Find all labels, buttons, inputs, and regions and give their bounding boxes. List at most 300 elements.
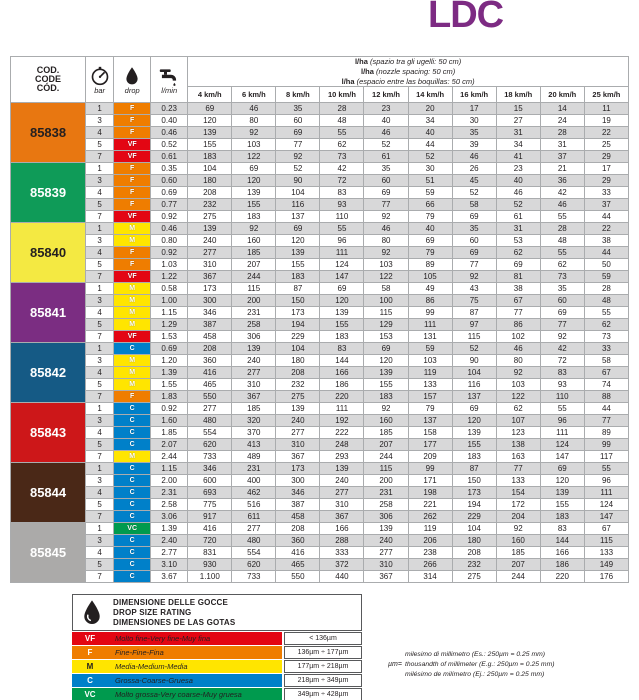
lha-value-cell: 80 — [232, 115, 276, 127]
lha-value-cell: 133 — [584, 547, 628, 559]
flow-rate-cell: 3.06 — [151, 511, 188, 523]
lha-value-cell: 99 — [408, 463, 452, 475]
lha-value-cell: 185 — [496, 547, 540, 559]
lha-value-cell: 119 — [408, 367, 452, 379]
lha-value-cell: 480 — [232, 535, 276, 547]
lha-value-cell: 550 — [276, 571, 320, 583]
table-row — [11, 115, 629, 127]
lha-value-cell: 144 — [320, 355, 364, 367]
lha-value-cell: 370 — [232, 427, 276, 439]
lha-value-cell: 45 — [452, 175, 496, 187]
pressure-value-cell: 7 — [86, 271, 114, 283]
legend-drop-description: Molto fine-Very fine-Muy fina — [108, 632, 282, 645]
lha-value-cell: 103 — [232, 139, 276, 151]
lha-value-cell: 34 — [408, 115, 452, 127]
lha-value-cell: 232 — [188, 199, 232, 211]
pressure-value-cell: 7 — [86, 571, 114, 583]
lha-value-cell: 293 — [320, 451, 364, 463]
lha-value-cell: 158 — [408, 427, 452, 439]
lha-value-cell: 117 — [584, 451, 628, 463]
lha-value-cell: 229 — [452, 511, 496, 523]
lha-value-cell: 930 — [188, 559, 232, 571]
lha-value-cell: 231 — [364, 487, 408, 499]
lha-value-cell: 38 — [584, 235, 628, 247]
drop-size-cell: M — [114, 295, 151, 307]
drop-size-cell: C — [114, 487, 151, 499]
lha-value-cell: 69 — [452, 403, 496, 415]
lha-value-cell: 111 — [408, 319, 452, 331]
lha-value-cell: 46 — [452, 151, 496, 163]
lha-value-cell: 137 — [452, 391, 496, 403]
lha-value-cell: 79 — [408, 211, 452, 223]
lha-value-cell: 50 — [584, 259, 628, 271]
pressure-value-cell: 3 — [86, 175, 114, 187]
flow-rate-cell: 1.15 — [151, 463, 188, 475]
drop-size-cell: VF — [114, 139, 151, 151]
legend-row — [72, 632, 362, 645]
code-header-line: COD. — [36, 65, 60, 76]
legend-drop-description: Molto grossa-Very coarse-Muy gruesa — [108, 688, 282, 700]
table-row — [11, 487, 629, 499]
drop-column-header — [114, 57, 151, 103]
lha-value-cell: 92 — [232, 127, 276, 139]
lha-value-cell: 831 — [188, 547, 232, 559]
lha-value-cell: 277 — [188, 247, 232, 259]
lha-value-cell: 155 — [364, 379, 408, 391]
lha-value-cell: 35 — [452, 127, 496, 139]
flow-rate-cell: 0.80 — [151, 235, 188, 247]
speed-column-header: 16 km/h — [452, 87, 496, 103]
lha-value-cell: 367 — [276, 451, 320, 463]
lha-value-cell: 183 — [188, 151, 232, 163]
lha-value-cell: 133 — [408, 379, 452, 391]
lha-value-cell: 416 — [188, 523, 232, 535]
table-row — [11, 259, 629, 271]
flow-rate-cell: 0.69 — [151, 187, 188, 199]
lha-value-cell: 208 — [188, 343, 232, 355]
pressure-value-cell: 4 — [86, 487, 114, 499]
lha-value-cell: 367 — [232, 391, 276, 403]
table-row — [11, 271, 629, 283]
flow-rate-cell: 3.10 — [151, 559, 188, 571]
legend-row — [72, 646, 362, 659]
lha-value-cell: 194 — [276, 319, 320, 331]
pressure-value-cell: 5 — [86, 259, 114, 271]
lha-value-cell: 372 — [320, 559, 364, 571]
lha-value-cell: 277 — [364, 547, 408, 559]
lha-value-cell: 52 — [452, 187, 496, 199]
lha-value-cell: 346 — [188, 307, 232, 319]
lha-value-cell: 139 — [364, 367, 408, 379]
lha-value-cell: 120 — [188, 115, 232, 127]
lha-value-cell: 59 — [408, 343, 452, 355]
lha-value-cell: 775 — [188, 499, 232, 511]
lha-value-cell: 77 — [496, 463, 540, 475]
lha-value-cell: 28 — [540, 127, 584, 139]
flow-rate-cell: 0.92 — [151, 211, 188, 223]
product-code: 85843 — [11, 403, 86, 463]
lha-value-cell: 320 — [232, 415, 276, 427]
lha-value-cell: 166 — [320, 367, 364, 379]
lha-value-cell: 489 — [232, 451, 276, 463]
lha-value-cell: 173 — [276, 307, 320, 319]
lha-value-cell: 277 — [188, 403, 232, 415]
lha-value-cell: 77 — [364, 199, 408, 211]
lha-value-cell: 115 — [584, 535, 628, 547]
lha-value-cell: 52 — [408, 151, 452, 163]
lha-value-cell: 96 — [584, 475, 628, 487]
drop-size-cell: C — [114, 427, 151, 439]
lha-value-cell: 59 — [584, 271, 628, 283]
micron-note-lines — [405, 650, 555, 680]
lha-value-cell: 92 — [276, 151, 320, 163]
pressure-column-header — [86, 57, 114, 103]
lha-value-cell: 19 — [584, 115, 628, 127]
lha-value-cell: 52 — [276, 163, 320, 175]
lha-value-cell: 69 — [232, 163, 276, 175]
lha-value-cell: 310 — [232, 379, 276, 391]
lha-value-cell: 183 — [452, 451, 496, 463]
lha-value-cell: 150 — [276, 295, 320, 307]
lha-value-cell: 160 — [232, 235, 276, 247]
lha-value-cell: 77 — [452, 259, 496, 271]
pressure-value-cell: 4 — [86, 427, 114, 439]
flow-rate-cell: 0.35 — [151, 163, 188, 175]
lha-value-cell: 183 — [232, 211, 276, 223]
lha-value-cell: 458 — [276, 511, 320, 523]
legend-size-range: 177µm ÷ 218µm — [284, 660, 362, 673]
lha-value-cell: 917 — [188, 511, 232, 523]
table-row — [11, 211, 629, 223]
speed-column-header: 4 km/h — [188, 87, 232, 103]
flow-rate-cell: 2.40 — [151, 535, 188, 547]
flow-rate-cell: 1.39 — [151, 523, 188, 535]
lha-value-cell: 157 — [408, 391, 452, 403]
drop-size-cell: VF — [114, 331, 151, 343]
lha-value-cell: 240 — [188, 235, 232, 247]
lha-value-cell: 277 — [320, 487, 364, 499]
legend-row — [72, 688, 362, 700]
lha-value-cell: 58 — [452, 199, 496, 211]
lha-value-cell: 611 — [232, 511, 276, 523]
lha-value-cell: 111 — [320, 403, 364, 415]
lha-value-cell: 75 — [452, 295, 496, 307]
lha-value-cell: 516 — [232, 499, 276, 511]
lha-value-cell: 465 — [276, 559, 320, 571]
lha-value-cell: 104 — [452, 523, 496, 535]
lha-value-cell: 69 — [276, 223, 320, 235]
lha-value-cell: 124 — [584, 499, 628, 511]
lha-value-cell: 221 — [408, 499, 452, 511]
table-row — [11, 523, 629, 535]
legend-drop-code: F — [72, 646, 108, 659]
lha-value-cell: 400 — [232, 475, 276, 487]
lha-value-cell: 116 — [276, 199, 320, 211]
product-code: 85842 — [11, 343, 86, 403]
lha-value-cell: 35 — [540, 283, 584, 295]
flow-rate-cell: 1.85 — [151, 427, 188, 439]
lha-value-cell: 79 — [408, 247, 452, 259]
lha-value-cell: 90 — [452, 355, 496, 367]
drop-size-cell: C — [114, 535, 151, 547]
lha-value-cell: 229 — [276, 331, 320, 343]
drop-size-cell: F — [114, 175, 151, 187]
lha-value-cell: 240 — [364, 535, 408, 547]
lha-value-cell: 17 — [584, 163, 628, 175]
lha-value-cell: 275 — [276, 391, 320, 403]
lha-value-cell: 103 — [364, 259, 408, 271]
drop-size-cell: F — [114, 103, 151, 115]
lha-value-cell: 154 — [496, 487, 540, 499]
drop-size-legend — [72, 594, 362, 700]
lha-value-cell: 232 — [276, 379, 320, 391]
pressure-value-cell: 4 — [86, 127, 114, 139]
lha-value-cell: 147 — [540, 451, 584, 463]
table-row — [11, 391, 629, 403]
legend-size-range: 218µm ÷ 349µm — [284, 674, 362, 687]
lha-value-cell: 69 — [408, 235, 452, 247]
lha-value-cell: 120 — [452, 415, 496, 427]
legend-size-range: < 136µm — [284, 632, 362, 645]
lha-value-cell: 240 — [320, 475, 364, 487]
lha-value-cell: 33 — [584, 187, 628, 199]
lha-value-cell: 240 — [276, 415, 320, 427]
lha-value-cell: 620 — [188, 439, 232, 451]
lha-value-cell: 207 — [364, 439, 408, 451]
lha-value-cell: 110 — [540, 391, 584, 403]
product-code: 85840 — [11, 223, 86, 283]
lha-value-cell: 180 — [452, 535, 496, 547]
flow-rate-cell: 0.58 — [151, 283, 188, 295]
drop-size-cell: C — [114, 403, 151, 415]
drop-size-cell: F — [114, 199, 151, 211]
pressure-value-cell: 1 — [86, 403, 114, 415]
flow-rate-cell: 2.77 — [151, 547, 188, 559]
lha-value-cell: 147 — [320, 271, 364, 283]
lha-value-cell: 440 — [320, 571, 364, 583]
lha-value-cell: 27 — [496, 115, 540, 127]
lha-value-cell: 266 — [408, 559, 452, 571]
lha-value-cell: 96 — [540, 415, 584, 427]
table-row — [11, 535, 629, 547]
lha-value-cell: 123 — [496, 427, 540, 439]
lha-value-cell: 43 — [452, 283, 496, 295]
lha-value-cell: 77 — [540, 319, 584, 331]
lha-value-cell: 80 — [364, 235, 408, 247]
pressure-value-cell: 4 — [86, 367, 114, 379]
table-body — [11, 103, 629, 583]
lha-value-cell: 360 — [276, 535, 320, 547]
lha-value-cell: 93 — [540, 379, 584, 391]
legend-size-range: 136µm ÷ 177µm — [284, 646, 362, 659]
lha-value-cell: 387 — [276, 499, 320, 511]
lha-value-cell: 77 — [496, 307, 540, 319]
lha-value-cell: 26 — [452, 163, 496, 175]
lha-value-cell: 21 — [540, 163, 584, 175]
flow-unit-label: l/min — [161, 86, 178, 96]
lha-value-cell: 55 — [320, 223, 364, 235]
drop-size-cell: C — [114, 463, 151, 475]
flow-rate-cell: 2.31 — [151, 487, 188, 499]
lha-value-cell: 208 — [188, 187, 232, 199]
pressure-value-cell: 1 — [86, 283, 114, 295]
drop-size-cell: M — [114, 319, 151, 331]
lha-value-cell: 69 — [452, 247, 496, 259]
flow-rate-cell: 1.29 — [151, 319, 188, 331]
flow-rate-cell: 0.46 — [151, 223, 188, 235]
lha-value-cell: 83 — [320, 343, 364, 355]
legend-drop-description: Fine-Fine-Fina — [108, 646, 282, 659]
lha-value-cell: 300 — [276, 475, 320, 487]
flow-rate-cell: 2.07 — [151, 439, 188, 451]
lha-value-cell: 81 — [496, 271, 540, 283]
lha-value-cell: 99 — [408, 307, 452, 319]
lha-value-cell: 62 — [540, 259, 584, 271]
pressure-value-cell: 4 — [86, 547, 114, 559]
lha-value-cell: 40 — [364, 115, 408, 127]
lha-value-cell: 416 — [188, 367, 232, 379]
lha-value-cell: 720 — [188, 535, 232, 547]
lha-value-cell: 413 — [232, 439, 276, 451]
lha-value-cell: 74 — [584, 379, 628, 391]
code-header-line: CÓD. — [36, 83, 60, 94]
lha-value-cell: 222 — [320, 427, 364, 439]
gauge-icon — [90, 66, 110, 86]
lha-value-cell: 137 — [408, 415, 452, 427]
micron-note-line: thousandth of millimeter (E.g.: 250µm = 0.25 mm) — [404, 660, 555, 668]
table-row — [11, 307, 629, 319]
pressure-value-cell: 4 — [86, 247, 114, 259]
lha-value-cell: 204 — [496, 511, 540, 523]
pressure-value-cell: 5 — [86, 379, 114, 391]
speed-column-header: 6 km/h — [232, 87, 276, 103]
lha-value-cell: 61 — [496, 211, 540, 223]
lha-value-cell: 60 — [276, 115, 320, 127]
product-code: 85845 — [11, 523, 86, 583]
lha-value-cell: 90 — [276, 175, 320, 187]
lha-value-cell: 115 — [364, 307, 408, 319]
lha-value-cell: 92 — [232, 223, 276, 235]
flow-rate-cell: 1.53 — [151, 331, 188, 343]
lha-value-cell: 61 — [364, 151, 408, 163]
drop-size-cell: M — [114, 355, 151, 367]
lha-value-cell: 102 — [496, 331, 540, 343]
lha-value-cell: 14 — [540, 103, 584, 115]
table-row — [11, 295, 629, 307]
legend-header — [72, 594, 362, 631]
lha-value-cell: 31 — [540, 139, 584, 151]
lha-value-cell: 231 — [232, 307, 276, 319]
micron-symbol: µm= — [388, 661, 402, 669]
lha-value-cell: 139 — [232, 343, 276, 355]
lha-value-cell: 153 — [364, 331, 408, 343]
lha-value-cell: 155 — [540, 499, 584, 511]
lha-value-cell: 111 — [540, 427, 584, 439]
lha-value-cell: 208 — [276, 367, 320, 379]
lha-value-cell: 46 — [540, 199, 584, 211]
lha-value-cell: 200 — [364, 475, 408, 487]
lha-value-cell: 367 — [188, 271, 232, 283]
pressure-value-cell: 5 — [86, 199, 114, 211]
lha-value-cell: 40 — [408, 223, 452, 235]
lha-value-cell: 367 — [364, 571, 408, 583]
lha-value-cell: 176 — [584, 571, 628, 583]
table-row — [11, 247, 629, 259]
lha-value-cell: 310 — [188, 259, 232, 271]
table-row — [11, 355, 629, 367]
lha-value-cell: 387 — [188, 319, 232, 331]
lha-value-cell: 198 — [408, 487, 452, 499]
drop-icon — [124, 66, 140, 86]
drop-size-cell: M — [114, 307, 151, 319]
lha-value-cell: 149 — [584, 559, 628, 571]
table-row — [11, 559, 629, 571]
flow-rate-cell: 2.58 — [151, 499, 188, 511]
page-title: LDC — [428, 0, 504, 36]
drop-size-cell: VC — [114, 523, 151, 535]
pressure-value-cell: 5 — [86, 439, 114, 451]
lha-value-cell: 59 — [408, 187, 452, 199]
lha-value-cell: 277 — [276, 427, 320, 439]
lha-value-cell: 28 — [320, 103, 364, 115]
flow-rate-cell: 0.92 — [151, 403, 188, 415]
lha-value-cell: 360 — [188, 355, 232, 367]
lha-value-cell: 208 — [452, 547, 496, 559]
lha-value-cell: 244 — [496, 571, 540, 583]
lha-value-cell: 92 — [364, 247, 408, 259]
lha-value-cell: 310 — [320, 499, 364, 511]
lha-value-cell: 240 — [232, 355, 276, 367]
table-row — [11, 451, 629, 463]
lha-value-cell: 238 — [408, 547, 452, 559]
table-row — [11, 151, 629, 163]
speed-column-header: 10 km/h — [320, 87, 364, 103]
lha-value-cell: 120 — [232, 175, 276, 187]
lha-value-cell: 42 — [320, 163, 364, 175]
lha-value-cell: 173 — [276, 463, 320, 475]
lha-header-line: l/ha (spazio tra gli ugelli: 50 cm) — [354, 57, 462, 66]
lha-value-cell: 262 — [408, 511, 452, 523]
lha-value-cell: 208 — [276, 523, 320, 535]
lha-value-cell: 46 — [496, 187, 540, 199]
product-code: 85844 — [11, 463, 86, 523]
flow-rate-cell: 0.60 — [151, 175, 188, 187]
flow-rate-cell: 1.55 — [151, 379, 188, 391]
pressure-value-cell: 5 — [86, 319, 114, 331]
lha-value-cell: 458 — [188, 331, 232, 343]
pressure-value-cell: 7 — [86, 151, 114, 163]
lha-value-cell: 25 — [584, 139, 628, 151]
drop-size-cell: VF — [114, 271, 151, 283]
lha-value-cell: 73 — [540, 271, 584, 283]
lha-value-cell: 60 — [452, 235, 496, 247]
lha-value-cell: 480 — [188, 415, 232, 427]
pressure-value-cell: 3 — [86, 235, 114, 247]
lha-value-cell: 120 — [364, 355, 408, 367]
pressure-value-cell: 3 — [86, 475, 114, 487]
flow-rate-cell: 3.67 — [151, 571, 188, 583]
drop-size-cell: C — [114, 499, 151, 511]
lha-value-cell: 133 — [496, 475, 540, 487]
pressure-value-cell: 7 — [86, 391, 114, 403]
flow-rate-cell: 0.92 — [151, 247, 188, 259]
lha-value-cell: 172 — [496, 499, 540, 511]
drop-size-cell: M — [114, 367, 151, 379]
table-row — [11, 499, 629, 511]
lha-value-cell: 275 — [188, 211, 232, 223]
flow-rate-cell: 0.77 — [151, 199, 188, 211]
lha-value-cell: 87 — [276, 283, 320, 295]
